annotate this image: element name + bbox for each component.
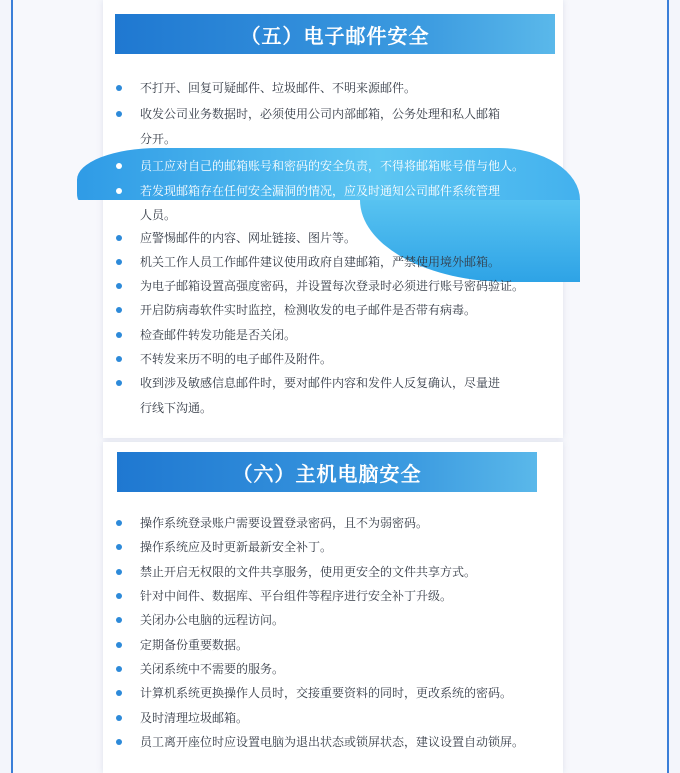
frame-border-right <box>667 0 669 773</box>
bullet-icon <box>116 690 122 696</box>
section-title-computer-security: （六）主机电脑安全 <box>117 452 537 492</box>
bullet-icon <box>116 188 122 194</box>
email-security-list: 不打开、回复可疑邮件、垃圾邮件、不明来源邮件。 收发公司业务数据时，必须使用公司内部邮箱，公务处理和私人邮箱 分开。 员工应对自己的邮箱账号和密码的安全负责，不得将邮箱账号借与他人。 若发现邮箱存在任何安全漏洞的情况，应及时通知公司邮件系统管理 人员。 应警惕邮件的内容、网址链接、图片等。 机关工作人员工作邮件建议使用政府自建邮箱，严禁使用境外邮箱。 为电子邮箱设置高强度密码，并设置每次登录时必须进行账号密码验证。 开启防病毒软件实时监控，检测收发的电子邮件是否带有病毒。 检查邮件转发功能是否关闭。 不转发来历不明的电子邮件及附件。 收到涉及敏感信息邮件时，要对邮件内容和发件人反复确认，尽量进 行线下沟通。 <box>116 75 566 425</box>
computer-security-list: 操作系统登录账户需要设置登录密码，且不为弱密码。 操作系统应及时更新最新安全补丁。 禁止开启无权限的文件共享服务，使用更安全的文件共享方式。 针对中间件、数据库、平台组件等程序进行安全补丁升级。 关闭办公电脑的远程访问。 定期备份重要数据。 关闭系统中不需要的服务。 计算机系统更换操作人员时，交接重要资料的同时，更改系统的密码。 及时清理垃圾邮箱。 员工离开座位时应设置电脑为退出状态或锁屏状态，建议设置自动锁屏。 <box>116 512 566 757</box>
bullet-icon <box>116 544 122 550</box>
bullet-icon <box>116 593 122 599</box>
bullet-icon <box>116 569 122 575</box>
bullet-icon <box>116 85 122 91</box>
bullet-icon <box>116 235 122 241</box>
bullet-icon <box>116 163 122 169</box>
outer-frame-left <box>0 0 11 773</box>
section-title-email-security: （五）电子邮件安全 <box>115 14 555 54</box>
outer-frame-right <box>669 0 680 773</box>
bullet-icon <box>116 739 122 745</box>
bullet-icon <box>116 666 122 672</box>
bullet-icon <box>116 111 122 117</box>
bullet-icon <box>116 283 122 289</box>
bullet-icon <box>116 520 122 526</box>
bullet-icon <box>116 380 122 386</box>
bullet-icon <box>116 259 122 265</box>
bullet-icon <box>116 332 122 338</box>
bullet-icon <box>116 642 122 648</box>
bullet-icon <box>116 617 122 623</box>
bullet-icon <box>116 356 122 362</box>
bullet-icon <box>116 715 122 721</box>
bullet-icon <box>116 307 122 313</box>
